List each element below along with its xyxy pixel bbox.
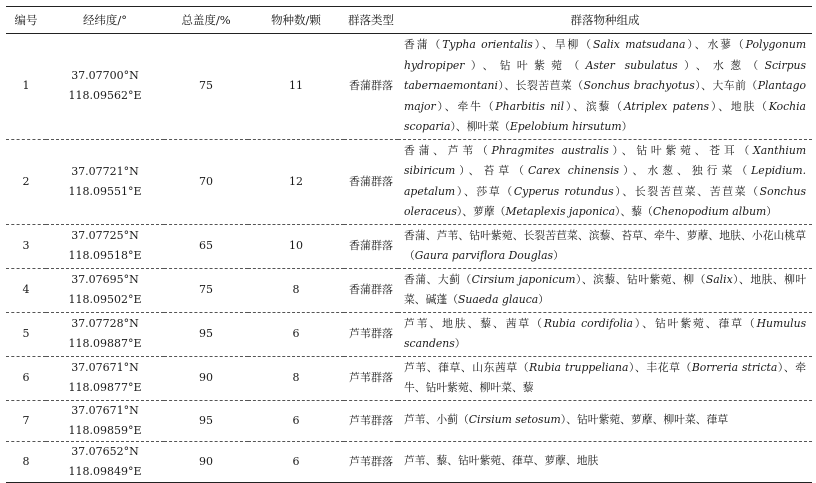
table-header-row	[6, 7, 812, 34]
species-composition-cell	[398, 356, 812, 400]
species-chinese-name: 地肤	[719, 228, 741, 242]
species-chinese-name: 滨藜	[588, 228, 611, 242]
header-id: 编号	[6, 7, 46, 34]
species-entry: 钻叶紫菀、	[576, 413, 631, 427]
species-entry: 滨藜、	[593, 272, 627, 286]
species-entry: 地肤、	[750, 272, 785, 286]
longitude: 118.09887°E	[68, 337, 142, 350]
header-coverage: 总盖度/%	[164, 7, 248, 34]
species-chinese-name: 芦苇	[436, 228, 459, 242]
table-row	[6, 224, 812, 268]
species-entry: 地肤、	[442, 316, 481, 330]
species-scientific-name: Carex chinensis	[527, 164, 620, 177]
latitude: 37.07671°N	[71, 403, 139, 417]
species-entry: 苔草、	[621, 228, 654, 242]
species-entry: 钻叶紫菀、	[626, 272, 684, 286]
species-entry: 小蓟（Cirsium setosum）、	[436, 413, 577, 427]
row-id: 5	[6, 312, 46, 356]
species-chinese-name: 大车前	[712, 79, 747, 92]
species-entry: 香蒲、	[404, 228, 437, 242]
table-row	[6, 400, 812, 441]
header-species-count: 物种数/颗	[248, 7, 344, 34]
species-entry: 芦苇、	[404, 454, 437, 468]
row-id: 3	[6, 224, 46, 268]
species-entry: 牵牛、	[404, 360, 807, 394]
species-count-cell: 12	[248, 139, 344, 224]
species-scientific-name: Sonchus oleraceus	[404, 184, 807, 218]
species-entry: 长裂苦苣菜（Sonchus brachyotus）、	[515, 79, 713, 92]
species-chinese-name: 茜草	[505, 316, 532, 330]
species-scientific-name: Rubia truppeliana	[529, 360, 629, 374]
community-type-cell: 芦苇群落	[344, 400, 398, 441]
table-body	[6, 34, 812, 483]
species-scientific-name: Polygonum hydropiper	[404, 38, 807, 72]
species-entry	[523, 381, 534, 394]
species-entry: 丰花草（Borreria stricta）、	[646, 360, 796, 374]
latitude: 37.07721°N	[71, 164, 139, 178]
species-chinese-name: 苍耳	[709, 143, 739, 157]
latitude: 37.07652°N	[71, 444, 139, 458]
species-chinese-name: 芦苇	[404, 413, 426, 427]
species-chinese-name: 地肤	[730, 99, 757, 113]
species-chinese-name: 柳叶菜	[479, 381, 512, 394]
species-chinese-name: 芦苇	[404, 360, 427, 374]
species-chinese-name: 钻叶紫菀	[425, 381, 469, 394]
species-chinese-name: 水蓼	[707, 38, 733, 51]
species-entry: 柳叶菜、	[479, 381, 523, 394]
species-scientific-name: Cirsium japonicum	[471, 272, 576, 286]
community-type-cell: 香蒲群落	[344, 224, 398, 268]
species-entry	[577, 454, 599, 467]
species-chinese-name: 旱柳	[554, 38, 581, 51]
species-chinese-name: 钻叶紫菀	[469, 228, 513, 242]
table-row	[6, 139, 812, 224]
community-type-cell: 香蒲群落	[344, 34, 398, 140]
coverage-cell: 75	[164, 268, 248, 312]
species-count-cell: 8	[248, 268, 344, 312]
species-entry: 萝藦、	[544, 454, 577, 468]
species-composition-cell	[398, 139, 812, 224]
species-chinese-name: 滨藜	[585, 99, 612, 113]
latitude: 37.07695°N	[71, 273, 139, 286]
species-entry: 芦苇、	[436, 228, 470, 242]
species-entry: 茜草（Rubia cordifolia）、	[505, 316, 655, 330]
species-chinese-name: 滨藜	[593, 272, 616, 286]
species-count-cell: 6	[248, 400, 344, 441]
species-chinese-name: 柳叶菜	[466, 120, 500, 133]
species-scientific-name: Cirsium setosum	[468, 413, 561, 427]
coverage-cell: 70	[164, 139, 248, 224]
table-row	[6, 268, 812, 312]
longitude: 118.09877°E	[68, 381, 142, 394]
species-entry: 柳叶菜（Epelobium hirsutum）	[466, 120, 633, 133]
row-id: 6	[6, 356, 46, 400]
longitude: 118.09518°E	[68, 249, 142, 262]
species-composition-cell	[398, 400, 812, 441]
species-scientific-name: Suaeda glauca	[457, 293, 539, 306]
species-count-cell: 10	[248, 224, 344, 268]
species-chinese-name: 长裂苦苣菜	[634, 184, 698, 198]
species-entry: 藜（Chenopodium album）	[631, 205, 778, 218]
species-entry: 大车前（Plantago major）、	[404, 79, 807, 113]
species-chinese-name: 香蒲	[404, 38, 430, 51]
species-entry: 藜、	[436, 454, 458, 468]
species-entry: 芦苇、	[404, 316, 443, 330]
species-entry: 莎草（Cyperus rotundus）、	[476, 184, 635, 198]
community-table	[6, 6, 812, 483]
species-entry: 萝藦（Metaplexis japonica）、	[473, 205, 632, 218]
community-type-cell: 香蒲群落	[344, 268, 398, 312]
species-chinese-name: 香蒲	[404, 228, 426, 242]
species-scientific-name: Chenopodium album	[652, 205, 767, 218]
species-entry: 山东茜草（Rubia truppeliana）、	[472, 360, 647, 374]
species-chinese-name: 萝藦	[473, 205, 495, 218]
species-entry: 长裂苦苣菜、	[523, 228, 589, 242]
coverage-cell: 95	[164, 400, 248, 441]
species-scientific-name: Plantago major	[404, 79, 807, 113]
row-id: 7	[6, 400, 46, 441]
species-chinese-name: 牵牛	[654, 228, 676, 242]
species-entry: 水葱、	[647, 164, 692, 177]
species-entry: 藜、	[480, 316, 506, 330]
species-entry: 芦苇（Phragmites australis）、	[447, 143, 637, 157]
species-chinese-name: 水葱	[647, 164, 678, 177]
species-scientific-name: Epelobium hirsutum	[509, 120, 622, 133]
species-chinese-name: 地肤	[750, 272, 773, 286]
species-entry: 葎草、	[438, 360, 473, 374]
species-chinese-name: 钻叶紫菀	[626, 272, 672, 286]
species-chinese-name: 莎草	[476, 184, 502, 198]
species-chinese-name: 牵牛	[404, 360, 807, 394]
species-entry: 苍耳（Xanthium sibiricum）、	[404, 143, 807, 177]
longitude: 118.09849°E	[68, 464, 142, 478]
species-chinese-name: 钻叶紫菀	[457, 454, 502, 468]
species-chinese-name: 藜	[480, 316, 493, 330]
species-entry: 葎草、	[511, 454, 545, 468]
species-entry: 柳（Salix）、	[683, 272, 751, 286]
species-entry: 旱柳（Salix matsudana）、	[554, 38, 708, 51]
species-chinese-name: 独行菜	[691, 164, 737, 177]
species-entry: 葎草（Humulus scandens）	[404, 316, 807, 350]
row-id: 1	[6, 34, 46, 140]
species-scientific-name: Salix matsudana	[593, 38, 686, 51]
species-chinese-name: 葎草	[706, 413, 729, 427]
species-chinese-name: 牵牛	[457, 99, 483, 113]
latitude: 37.07671°N	[71, 361, 139, 374]
species-chinese-name: 苦苣菜	[709, 184, 748, 198]
species-scientific-name: Phragmites australis	[491, 143, 609, 157]
species-entry: 芦苇、	[404, 360, 439, 374]
species-scientific-name: Scirpus tabernaemontani	[404, 58, 807, 92]
species-scientific-name: Salix	[705, 272, 733, 286]
species-entry: 苦苣菜（Sonchus oleraceus）、	[404, 184, 807, 218]
species-chinese-name: 长裂苦苣菜	[515, 79, 573, 92]
latitude: 37.07725°N	[71, 229, 139, 242]
species-scientific-name: Sonchus brachyotus	[583, 79, 695, 92]
species-chinese-name: 芦苇	[404, 316, 430, 330]
species-scientific-name: Pharbitis nil	[495, 99, 565, 113]
coverage-cell: 90	[164, 356, 248, 400]
species-entry: 萝藦、	[686, 228, 720, 242]
species-chinese-name: 萝藦	[544, 454, 566, 468]
community-type-cell: 芦苇群落	[344, 441, 398, 482]
species-entry: 滨藜、	[588, 228, 622, 242]
row-id: 4	[6, 268, 46, 312]
species-entry: 香蒲、	[404, 272, 438, 286]
species-scientific-name: Atriplex patens	[623, 99, 710, 113]
community-type-cell: 芦苇群落	[344, 312, 398, 356]
community-type-cell: 芦苇群落	[344, 356, 398, 400]
species-entry: 柳叶菜、	[404, 272, 807, 306]
species-chinese-name: 长裂苦苣菜	[523, 228, 578, 242]
species-composition-cell	[398, 268, 812, 312]
species-entry: 钻叶紫菀、	[457, 454, 512, 468]
species-composition-cell	[398, 312, 812, 356]
species-entry: 香蒲（Typha orientalis）、	[404, 38, 555, 51]
species-chinese-name: 山东茜草	[472, 360, 518, 374]
species-entry: 长裂苦苣菜、	[634, 184, 710, 198]
row-id: 8	[6, 441, 46, 482]
species-chinese-name: 丰花草	[646, 360, 681, 374]
species-entry: 香蒲、	[404, 143, 448, 157]
species-scientific-name: Xanthium sibiricum	[404, 143, 807, 177]
species-composition-cell	[398, 34, 812, 140]
row-id: 2	[6, 139, 46, 224]
coverage-cell: 65	[164, 224, 248, 268]
longitude: 118.09859°E	[68, 423, 142, 437]
species-entry: 苔草（Carex chinensis）、	[483, 164, 648, 177]
species-entry: 钻叶紫菀、	[425, 381, 480, 394]
coordinates-cell	[46, 268, 164, 312]
species-chinese-name: 钻叶紫菀	[499, 58, 569, 72]
longitude: 118.09502°E	[68, 293, 142, 306]
species-entry: 钻叶紫菀（Aster subulatus）、	[499, 58, 714, 72]
species-chinese-name: 葎草	[438, 360, 461, 374]
species-chinese-name: 钻叶紫菀	[654, 316, 706, 330]
species-scientific-name: Typha orientalis	[442, 38, 533, 51]
species-composition-cell	[398, 224, 812, 268]
header-community-type: 群落类型	[344, 7, 398, 34]
species-scientific-name: Lepidium. apetalum	[404, 164, 807, 198]
latitude: 37.07728°N	[71, 317, 139, 330]
species-entry: 滨藜（Atriplex patens）、	[585, 99, 731, 113]
coordinates-cell	[46, 400, 164, 441]
species-scientific-name: Humulus scandens	[404, 316, 807, 350]
species-chinese-name: 柳叶菜	[663, 413, 696, 427]
species-chinese-name: 碱蓬	[425, 293, 448, 306]
species-chinese-name: 藜	[522, 381, 534, 394]
species-chinese-name: 葎草	[718, 316, 744, 330]
species-chinese-name: 钻叶紫菀	[576, 413, 621, 427]
species-chinese-name: 香蒲	[404, 272, 427, 286]
species-entry: 独行菜（Lepidium. apetalum）、	[404, 164, 807, 198]
latitude: 37.07700°N	[71, 69, 139, 83]
coordinates-cell	[46, 356, 164, 400]
species-chinese-name: 地肤	[576, 454, 599, 468]
species-entry: 碱蓬（Suaeda glauca）	[425, 293, 549, 306]
species-scientific-name: Rubia cordifolia	[543, 316, 633, 330]
table-row	[6, 312, 812, 356]
species-entry: 水葱（Scirpus tabernaemontani）、	[404, 58, 807, 92]
species-entry: 芦苇、	[404, 413, 437, 427]
species-chinese-name: 萝藦	[630, 413, 653, 427]
coordinates-cell	[46, 312, 164, 356]
species-chinese-name: 芦苇	[447, 143, 477, 157]
longitude: 118.09562°E	[68, 89, 142, 103]
species-chinese-name: 钻叶紫菀	[636, 143, 695, 157]
species-chinese-name: 藜	[436, 454, 448, 468]
species-scientific-name: Borreria stricta	[691, 360, 778, 374]
table-row	[6, 356, 812, 400]
coordinates-cell	[46, 139, 164, 224]
coordinates-cell	[46, 224, 164, 268]
species-entry: 大蓟（Cirsium japonicum）、	[437, 272, 594, 286]
header-coordinates: 经纬度/°	[46, 7, 164, 34]
species-entry	[707, 413, 729, 426]
coverage-cell: 95	[164, 312, 248, 356]
species-chinese-name: 地肤	[442, 316, 468, 330]
species-chinese-name: 小花山桃草	[751, 228, 807, 242]
species-scientific-name: Aster subulatus	[585, 58, 678, 72]
species-chinese-name: 萝藦	[686, 228, 709, 242]
coverage-cell: 90	[164, 441, 248, 482]
species-chinese-name: 大蓟	[437, 272, 461, 286]
species-entry: 钻叶紫菀、	[636, 143, 710, 157]
species-chinese-name: 柳叶菜	[404, 272, 807, 306]
species-scientific-name: Kochia scoparia	[404, 99, 806, 133]
species-chinese-name: 水葱	[713, 58, 748, 72]
species-entry: 小花山桃草（Gaura parviflora Douglas）	[404, 228, 807, 262]
community-type-cell: 香蒲群落	[344, 139, 398, 224]
species-count-cell: 6	[248, 441, 344, 482]
species-chinese-name: 葎草	[511, 454, 534, 468]
species-chinese-name: 柳	[683, 272, 695, 286]
table-row	[6, 34, 812, 140]
species-entry: 牵牛、	[654, 228, 687, 242]
species-entry: 地肤（Kochia scoparia）、	[404, 99, 806, 133]
coordinates-cell	[46, 34, 164, 140]
species-chinese-name: 香蒲	[404, 143, 434, 157]
species-entry: 牵牛（Pharbitis nil）、	[457, 99, 586, 113]
longitude: 118.09551°E	[68, 184, 142, 198]
coverage-cell: 75	[164, 34, 248, 140]
species-chinese-name: 苔草	[483, 164, 514, 177]
species-scientific-name: Gaura parviflora Douglas	[414, 249, 554, 262]
species-chinese-name: 藜	[631, 205, 643, 218]
species-count-cell: 11	[248, 34, 344, 140]
species-entry: 钻叶紫菀、	[469, 228, 524, 242]
species-scientific-name: Cyperus rotundus	[513, 184, 614, 198]
species-entry: 地肤、	[719, 228, 752, 242]
species-entry: 柳叶菜、	[663, 413, 707, 427]
species-chinese-name: 苔草	[621, 228, 644, 242]
species-entry: 钻叶紫菀、	[654, 316, 719, 330]
species-entry: 水蓼（Polygonum hydropiper）、	[404, 38, 807, 72]
species-entry: 萝藦、	[630, 413, 664, 427]
species-count-cell: 8	[248, 356, 344, 400]
header-species-composition: 群落物种组成	[398, 7, 812, 34]
species-scientific-name: Metaplexis japonica	[505, 205, 616, 218]
species-chinese-name: 芦苇	[404, 454, 426, 468]
species-chinese-name: 小蓟	[436, 413, 458, 427]
species-count-cell: 6	[248, 312, 344, 356]
